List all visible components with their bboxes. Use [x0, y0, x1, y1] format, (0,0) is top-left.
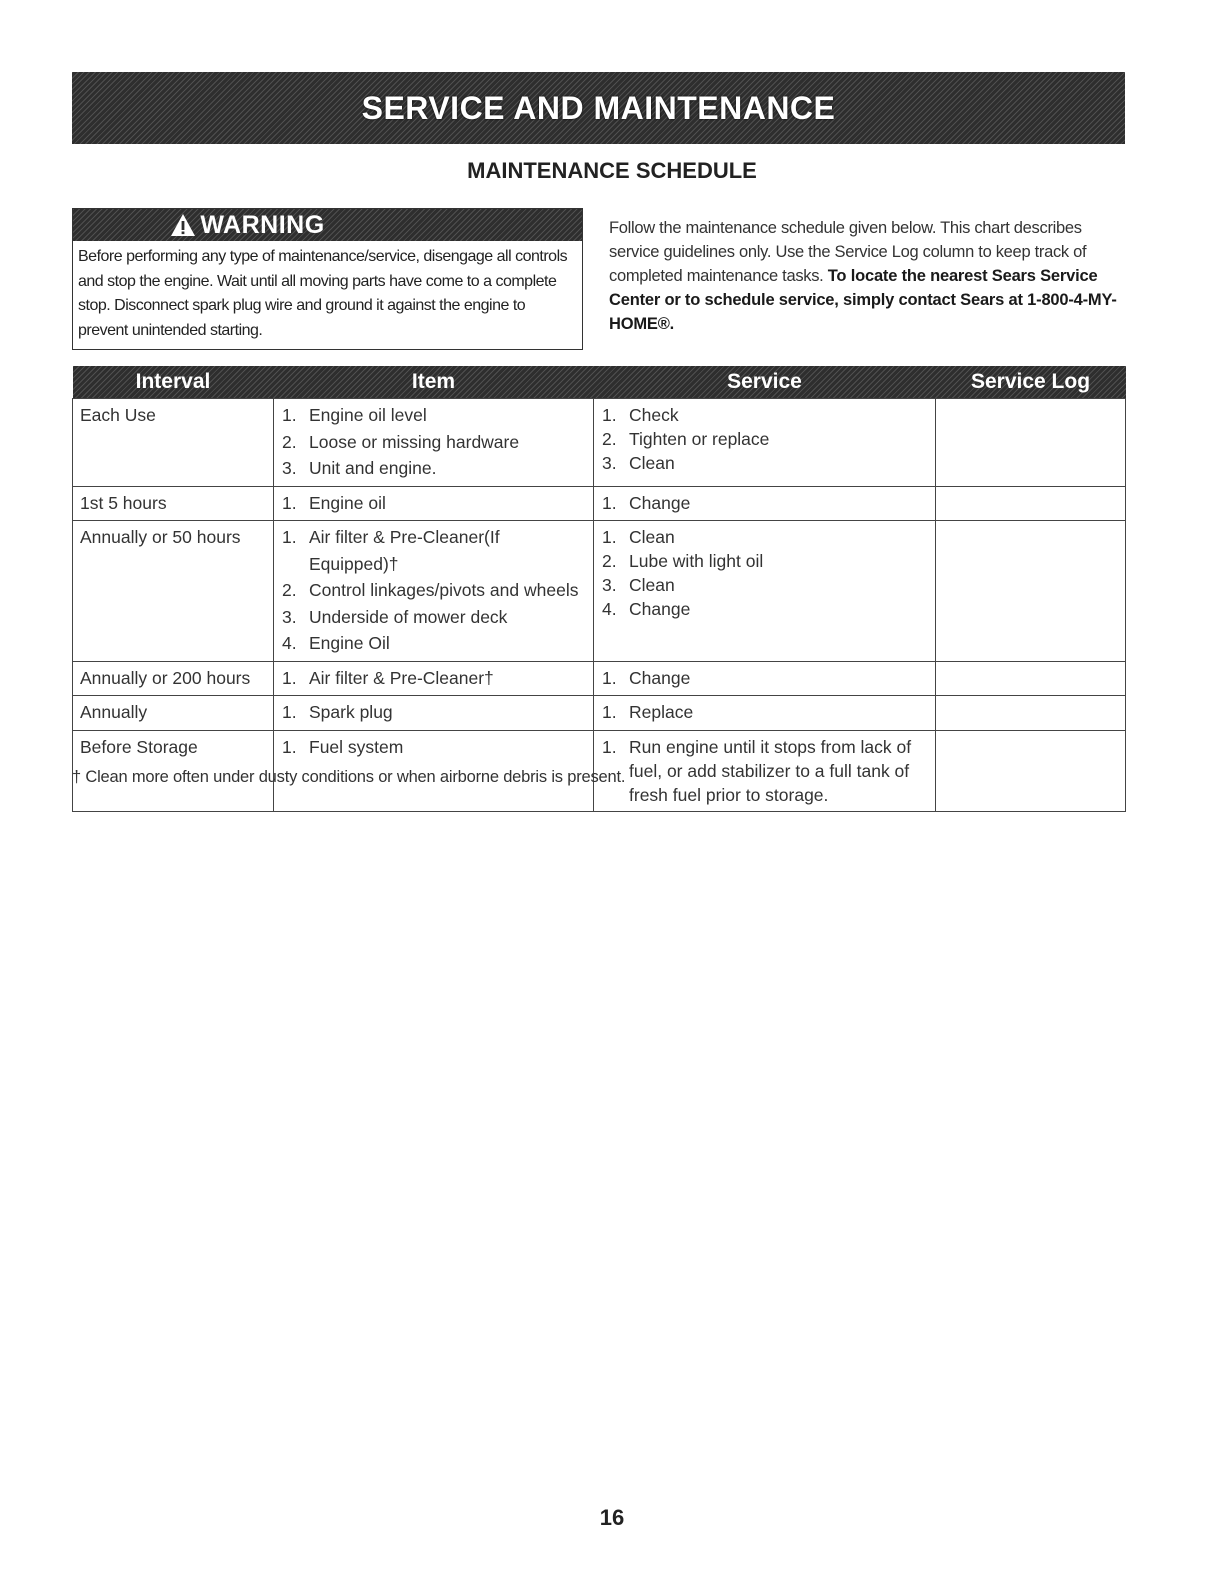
item-list [274, 665, 593, 692]
item-text: Engine Oil [309, 633, 390, 653]
service-cell [594, 486, 936, 521]
service-cell [594, 521, 936, 662]
table-row [73, 521, 1126, 662]
intro-paragraph [609, 216, 1125, 336]
interval-cell: 1st 5 hours [73, 486, 274, 521]
list-number: 1. [282, 736, 297, 757]
list-item [274, 577, 593, 604]
list-number: 1. [602, 667, 617, 688]
list-item [594, 491, 935, 515]
list-item [594, 427, 935, 451]
intro-text: Follow the maintenance schedule given below. This chart describes service guidelines only. Use the Service Log column to keep track of completed maintenance tasks. [609, 219, 1087, 285]
item-list [274, 402, 593, 482]
list-number: 1. [282, 492, 297, 513]
item-cell [274, 399, 594, 487]
item-text: Engine oil level [309, 405, 427, 425]
footnote: † Clean more often under dusty conditions or when airborne debris is present. [72, 768, 626, 786]
service-text: Replace [629, 702, 694, 722]
intro-contact-text: To locate the nearest Sears Service Center or to schedule service, simply contact Sears at 1-800-4-MY-HOME®. [609, 267, 1117, 333]
list-item [274, 524, 593, 577]
item-text: Engine oil [309, 492, 386, 513]
service-log-cell [936, 661, 1126, 696]
table-row [73, 399, 1126, 487]
item-text: Air filter & Pre-Cleaner† [309, 667, 494, 688]
list-number: 3. [602, 575, 617, 595]
item-cell [274, 661, 594, 696]
list-number: 1. [602, 405, 617, 425]
list-number: 2. [282, 431, 297, 452]
interval-cell: Annually or 50 hours [73, 521, 274, 662]
service-text: Change [629, 492, 691, 513]
service-text: Lube with light oil [629, 551, 764, 571]
section-title: SERVICE AND MAINTENANCE [361, 89, 836, 126]
list-number: 2. [282, 580, 297, 600]
item-cell [274, 696, 594, 731]
table-body [73, 399, 1126, 812]
list-number: 3. [282, 606, 297, 627]
warning-box [72, 208, 583, 350]
list-number: 3. [282, 458, 297, 478]
service-cell [594, 730, 936, 811]
list-number: 1. [602, 527, 617, 547]
list-item [274, 630, 593, 657]
item-text: Loose or missing hardware [309, 431, 520, 452]
item-list [274, 524, 593, 657]
service-list [594, 699, 935, 724]
list-number: 4. [602, 599, 617, 619]
item-list [274, 490, 593, 517]
list-item [274, 734, 593, 761]
list-item [594, 735, 935, 807]
interval-cell: Each Use [73, 399, 274, 487]
service-text: Clean [629, 453, 675, 473]
item-text: Underside of mower deck [309, 606, 508, 627]
list-item [274, 402, 593, 429]
interval-cell: Annually [73, 696, 274, 731]
list-item [274, 665, 593, 692]
service-cell [594, 399, 936, 487]
list-item [594, 573, 935, 597]
list-item [274, 429, 593, 456]
service-text: Change [629, 667, 691, 688]
service-text: Clean [629, 575, 675, 595]
list-number: 1. [282, 527, 297, 547]
list-number: 1. [282, 405, 297, 425]
table-header-row [73, 366, 1126, 399]
list-item [594, 549, 935, 573]
interval-cell: Annually or 200 hours [73, 661, 274, 696]
item-text: Spark plug [309, 702, 393, 722]
list-number: 1. [602, 492, 617, 513]
list-item [594, 597, 935, 621]
service-list [594, 490, 935, 515]
column-header-interval: Interval [135, 370, 211, 393]
list-number: 2. [602, 551, 617, 571]
service-log-cell [936, 486, 1126, 521]
item-text: Fuel system [309, 736, 404, 757]
item-list [274, 699, 593, 726]
warning-header [73, 209, 582, 241]
list-item [594, 451, 935, 475]
list-item [594, 700, 935, 724]
column-header-item: Item [411, 370, 456, 393]
service-text: Check [629, 405, 679, 425]
schedule-heading: MAINTENANCE SCHEDULE [467, 158, 757, 183]
service-cell [594, 661, 936, 696]
section-banner [72, 72, 1125, 144]
list-item [594, 403, 935, 427]
item-cell [274, 486, 594, 521]
interval-cell: Before Storage [73, 730, 274, 811]
service-text: Tighten or replace [629, 429, 770, 449]
service-list [594, 524, 935, 621]
service-log-cell [936, 730, 1126, 811]
item-text: Air filter & Pre-Cleaner(If Equipped)† [309, 527, 500, 574]
list-number: 1. [282, 702, 297, 722]
list-item [274, 490, 593, 517]
list-number: 1. [282, 667, 297, 688]
table-row [73, 696, 1126, 731]
list-item [594, 525, 935, 549]
warning-text: Before performing any type of maintenance/service, disengage all controls and stop the engine. Wait until all moving parts have come to a complete stop. Disconnect spark plug wire and ground it against the engine to prevent unintended starting. [78, 248, 568, 339]
warning-title: WARNING [200, 210, 325, 239]
list-item [274, 699, 593, 726]
list-item [274, 455, 593, 482]
service-list [594, 734, 935, 807]
column-header-service-log: Service Log [970, 370, 1091, 393]
list-number: 4. [282, 633, 297, 653]
list-item [274, 604, 593, 631]
service-text: Clean [629, 527, 675, 547]
service-list [594, 665, 935, 690]
maintenance-schedule-table [72, 366, 1126, 812]
service-text: Change [629, 599, 691, 619]
item-text: Unit and engine. [309, 458, 437, 478]
list-number: 2. [602, 429, 617, 449]
list-number: 1. [602, 702, 617, 722]
column-header-service: Service [727, 370, 802, 393]
page-number: 16 [599, 1505, 625, 1530]
table-row [73, 486, 1126, 521]
service-cell [594, 696, 936, 731]
item-cell [274, 521, 594, 662]
service-log-cell [936, 521, 1126, 662]
item-list [274, 734, 593, 761]
table-row [73, 661, 1126, 696]
service-log-cell [936, 696, 1126, 731]
list-item [594, 666, 935, 690]
item-text: Control linkages/pivots and wheels [309, 580, 579, 600]
service-log-cell [936, 399, 1126, 487]
list-number: 3. [602, 453, 617, 473]
warning-triangle-icon [170, 213, 196, 237]
service-list [594, 402, 935, 475]
list-number: 1. [602, 736, 617, 757]
service-text: Run engine until it stops from lack of fuel, or add stabilizer to a full tank of fresh fuel prior to storage. [629, 736, 912, 805]
